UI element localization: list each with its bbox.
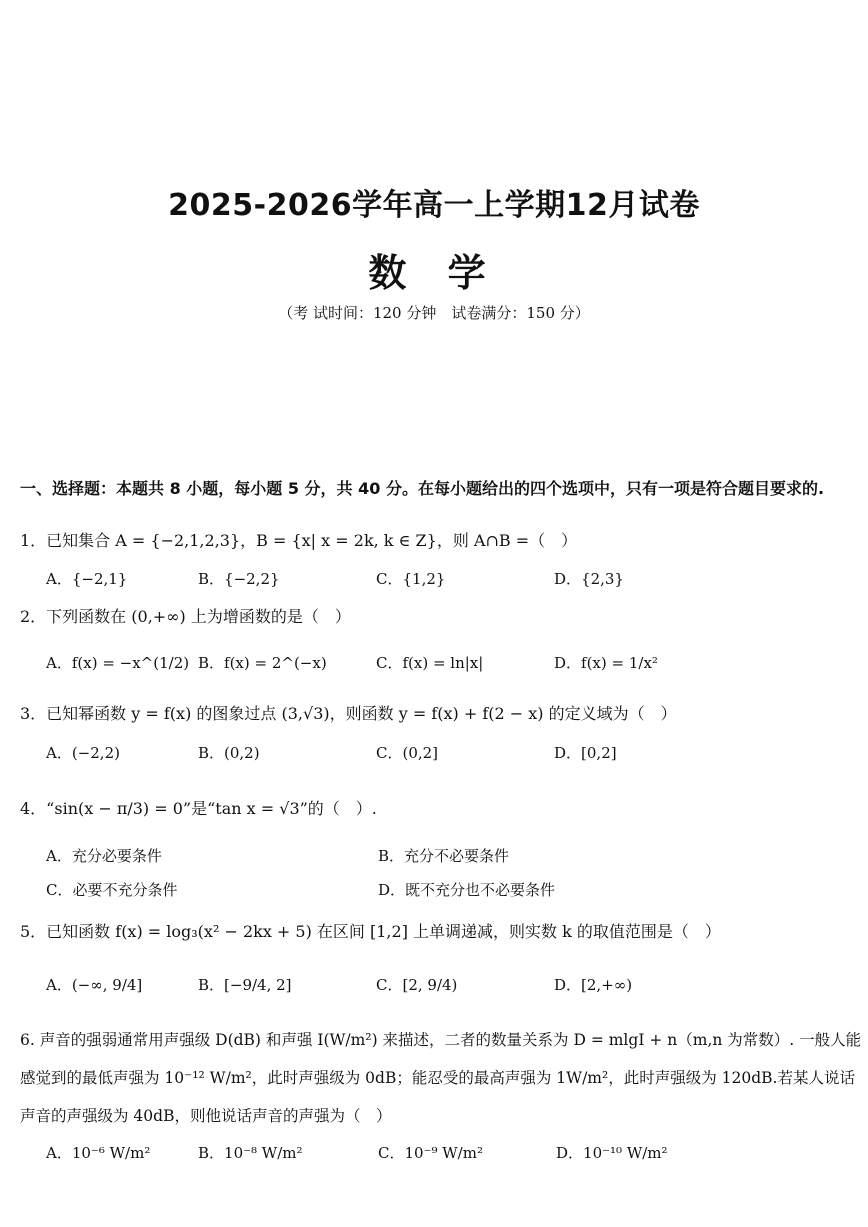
subject-title: 数 学 — [368, 251, 500, 295]
question-6-option-a: A．10⁻⁶ W/m² — [46, 1144, 151, 1162]
question-6-option-b: B．10⁻⁸ W/m² — [198, 1144, 303, 1162]
question-3-option-c: C．(0,2] — [376, 744, 439, 762]
exam-info: （考 试时间：120 分钟 试卷满分：150 分） — [278, 304, 590, 322]
question-5-stem: 5．已知函数 f(x) = log₃(x² − 2kx + 5) 在区间 [1,2] 上单调递减，则实数 k 的取值范围是（ ） — [20, 922, 721, 941]
question-5-option-a: A．(−∞, 9/4] — [46, 976, 143, 994]
question-5-option-b: B．[−9/4, 2] — [198, 976, 292, 994]
question-4-option-c: C．必要不充分条件 — [46, 881, 178, 899]
exam-title: 2025-2026学年高一上学期12月试卷 — [168, 188, 700, 223]
question-6-stem: 6. 声音的强弱通常用声强级 D(dB) 和声强 I(W/m²) 来描述，二者的数量关系为 D = mlgI + n（m,n 为常数）. 一般人能感觉到的最低声强为 10⁻¹² W/m²，此时声强级为 0dB；能忍受的最高声强为 1W/m²，此时声强级为 120dB.若某人说话声音的声强级为 40dB，则他说话声音的声强为（ ） — [20, 1031, 862, 1125]
question-4-stem: 4．“sin(x − π/3) = 0”是“tan x = √3”的（ ）. — [20, 799, 377, 818]
question-2-option-b: B．f(x) = 2^(−x) — [198, 654, 327, 672]
question-1-option-d: D．{2,3} — [554, 570, 624, 588]
question-1-option-b: B．{−2,2} — [198, 570, 280, 588]
question-1-stem: 1．已知集合 A = {−2,1,2,3}，B = {x| x = 2k, k ∈ Z}，则 A∩B =（ ） — [20, 531, 578, 550]
question-2-stem: 2．下列函数在 (0,+∞) 上为增函数的是（ ） — [20, 607, 351, 626]
question-2-option-d: D．f(x) = 1/x² — [554, 654, 658, 672]
question-3-option-d: D．[0,2] — [554, 744, 617, 762]
question-1-option-c: C．{1,2} — [376, 570, 446, 588]
question-3-option-b: B．(0,2) — [198, 744, 260, 762]
question-2-option-c: C．f(x) = ln|x| — [376, 654, 484, 672]
question-6-option-d: D．10⁻¹⁰ W/m² — [556, 1144, 668, 1162]
question-3-option-a: A．(−2,2) — [46, 744, 120, 762]
question-2-option-a: A．f(x) = −x^(1/2) — [46, 654, 190, 672]
section-heading: 一、选择题：本题共 8 小题，每小题 5 分，共 40 分。在每小题给出的四个选项中，只有一项是符合题目要求的. — [20, 479, 825, 498]
question-3-stem: 3．已知幂函数 y = f(x) 的图象过点 (3,√3)，则函数 y = f(x) + f(2 − x) 的定义域为（ ） — [20, 704, 677, 723]
question-4-option-b: B．充分不必要条件 — [378, 847, 510, 865]
question-4-option-d: D．既不充分也不必要条件 — [378, 881, 556, 899]
question-5-option-d: D．[2,+∞) — [554, 976, 633, 994]
question-5-option-c: C．[2, 9/4) — [376, 976, 458, 994]
question-1-option-a: A．{−2,1} — [46, 570, 128, 588]
question-6-option-c: C．10⁻⁹ W/m² — [378, 1144, 483, 1162]
question-4-option-a: A．充分必要条件 — [46, 847, 162, 865]
